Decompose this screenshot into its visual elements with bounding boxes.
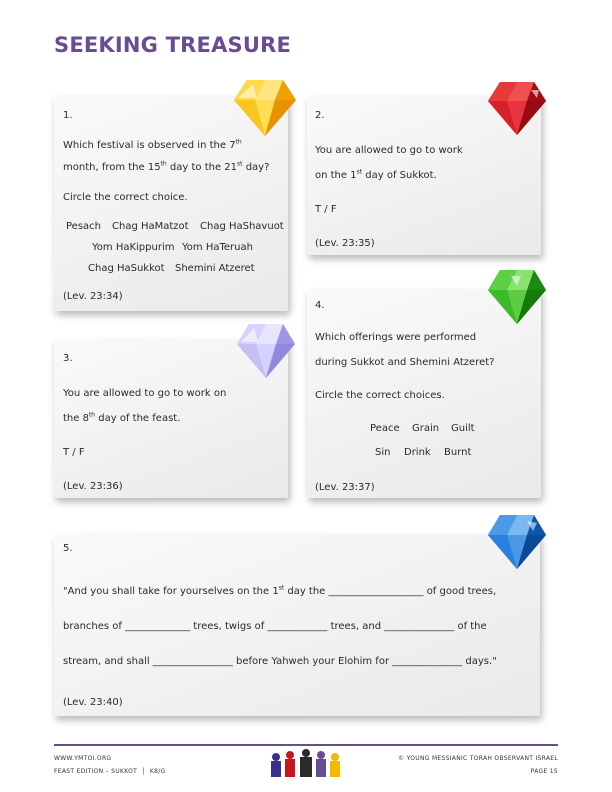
choice-guilt[interactable]: Guilt [451, 423, 475, 434]
fill-in-line-2: branches of _____________ trees, twigs of ____________ trees, and ______________ of the [63, 621, 487, 632]
choice-sin[interactable]: Sin [375, 447, 391, 458]
instruction: Circle the correct choices. [315, 390, 445, 401]
question-number: 5. [63, 543, 73, 554]
scripture-reference: (Lev. 23:35) [315, 238, 375, 249]
footer-divider [54, 744, 558, 746]
fill-in-line-1: "And you shall take for yourselves on the 1st day the ___________________ of good trees, [63, 584, 497, 597]
page-title: SEEKING TREASURE [54, 33, 292, 57]
question-card-5 [54, 535, 540, 716]
question-number: 1. [63, 110, 73, 121]
question-number: 3. [63, 353, 73, 364]
page-number: PAGE 15 [530, 768, 558, 775]
choice-grain[interactable]: Grain [412, 423, 440, 434]
choice-yom-hakippurim[interactable]: Yom HaKippurim [92, 242, 175, 253]
instruction: Circle the correct choice. [63, 192, 188, 203]
green-gem-icon [487, 268, 547, 326]
choice-chag-hasukkot[interactable]: Chag HaSukkot [88, 263, 165, 274]
fill-in-line-3: stream, and shall ________________ before Yahweh your Elohim for ______________ days." [63, 656, 497, 667]
question-number: 4. [315, 300, 325, 311]
true-false-choice[interactable]: T / F [315, 204, 337, 215]
blue-gem-icon [487, 513, 547, 571]
footer-edition: FEAST EDITION – SUKKOT │ K8/G [54, 768, 166, 775]
scripture-reference: (Lev. 23:36) [63, 481, 123, 492]
ymtoi-logo-icon [268, 748, 346, 780]
question-text-line-1: Which festival is observed in the 7th [63, 138, 242, 151]
footer-copyright: © YOUNG MESSIANIC TORAH OBSERVANT ISRAEL [398, 755, 558, 762]
scripture-reference: (Lev. 23:40) [63, 697, 123, 708]
choice-chag-hashavuot[interactable]: Chag HaShavuot [200, 221, 284, 232]
choice-shemini-atzeret[interactable]: Shemini Atzeret [175, 263, 255, 274]
choice-peace[interactable]: Peace [370, 423, 400, 434]
question-text-line-1: You are allowed to go to work on [63, 388, 227, 399]
yellow-gem-icon [233, 78, 297, 138]
choice-pesach[interactable]: Pesach [66, 221, 101, 232]
choice-yom-hateruah[interactable]: Yom HaTeruah [182, 242, 253, 253]
scripture-reference: (Lev. 23:34) [63, 291, 123, 302]
true-false-choice[interactable]: T / F [63, 447, 85, 458]
choice-burnt[interactable]: Burnt [444, 447, 472, 458]
question-text-line-1: You are allowed to go to work [315, 145, 463, 156]
lavender-gem-icon [236, 322, 296, 380]
question-text-line-2: on the 1st day of Sukkot. [315, 168, 437, 181]
question-text-line-2: the 8th day of the feast. [63, 411, 181, 424]
question-text-line-1: Which offerings were performed [315, 332, 477, 343]
footer-website: WWW.YMTOI.ORG [54, 755, 112, 762]
scripture-reference: (Lev. 23:37) [315, 482, 375, 493]
choice-drink[interactable]: Drink [404, 447, 431, 458]
question-text-line-2: month, from the 15th day to the 21st day? [63, 160, 270, 173]
question-number: 2. [315, 110, 325, 121]
question-text-line-2: during Sukkot and Shemini Atzeret? [315, 357, 495, 368]
red-gem-icon [487, 80, 547, 137]
choice-chag-hamatzot[interactable]: Chag HaMatzot [112, 221, 189, 232]
